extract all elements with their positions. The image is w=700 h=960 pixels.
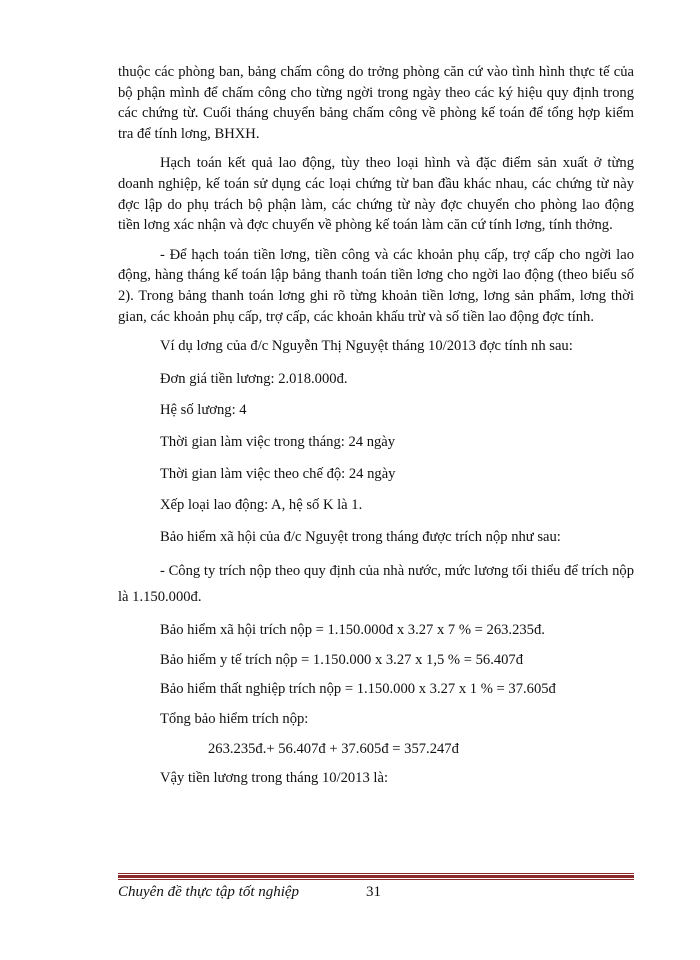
list-item: Thời gian làm việc trong tháng: 24 ngày xyxy=(160,433,396,450)
paragraph-example-intro: Ví dụ lơng của đ/c Nguyễn Thị Nguyệt tháng 10/2013 đợc tính nh sau: xyxy=(160,338,573,355)
company-note: - Công ty trích nộp theo quy định của nhà nước, mức lương tối thiểu để trích nộp là 1.150.000đ. xyxy=(118,563,634,606)
equation-unemployment-insurance: Bảo hiểm thất nghiệp trích nộp = 1.150.000 x 3.27 x 1 % = 37.605đ xyxy=(160,681,556,698)
list-item: Hệ số lương: 4 xyxy=(160,402,247,419)
closing-line: Vậy tiền lương trong tháng 10/2013 là: xyxy=(160,770,389,787)
equation-health-insurance: Bảo hiểm y tế trích nộp = 1.150.000 x 3.27 x 1,5 % = 56.407đ xyxy=(160,651,524,668)
paragraph-wage-accounting: - Để hạch toán tiền lơng, tiền công và các khoản phụ cấp, trợ cấp cho ngời lao động, hàng tháng kế toán lập bảng thanh toán tiền lơng cho ngời lao động (theo biểu số 2). Trong bảng thanh toán lơng ghi rõ từng khoản tiền lơng, lơng sản phẩm, lơng thời gian, các khoản phụ cấp, trợ cấp, các khoản khấu trừ và số tiền lao động đợc tính. xyxy=(118,246,634,325)
page-number: 31 xyxy=(366,884,381,900)
footer-divider xyxy=(118,873,634,879)
list-item: Bảo hiểm xã hội của đ/c Nguyệt trong tháng được trích nộp như sau: xyxy=(160,528,561,545)
paragraph-continuation: thuộc các phòng ban, bảng chấm công do trởng phòng căn cứ vào tình hình thực tế của bộ phận mình để chấm công cho từng ngời trong ngày theo các ký hiệu quy định trong các chứng từ. Cuối tháng chuyển bảng chấm công về phòng kế toán để tổng hợp kiểm tra để tính lơng, BHXH. xyxy=(118,64,634,142)
equation-social-insurance: Bảo hiểm xã hội trích nộp = 1.150.000đ x 3.27 x 7 % = 263.235đ. xyxy=(160,622,545,639)
list-item: Thời gian làm việc theo chế độ: 24 ngày xyxy=(160,465,396,482)
total-insurance-label: Tổng bảo hiểm trích nộp: xyxy=(160,711,309,728)
list-item: Xếp loại lao động: A, hệ số K là 1. xyxy=(160,497,363,514)
example-details-list xyxy=(118,369,634,548)
list-item: Đơn giá tiền lương: 2.018.000đ. xyxy=(160,370,348,387)
paragraph-labor-accounting: Hạch toán kết quả lao động, tùy theo loại hình và đặc điểm sản xuất ở từng doanh nghiệp, kế toán sử dụng các loại chứng từ ban đầu khác nhau, các chứng từ này đợc lập do phụ trách bộ phận làm, các chứng từ này đợc chuyển cho phòng lao động tiền lơng xác nhận và đợc chuyển về phòng kế toán làm căn cứ tính lơng, tính thởng. xyxy=(118,155,634,234)
body-text xyxy=(118,62,634,789)
footer-title: Chuyên đề thực tập tốt nghiệp xyxy=(118,884,300,900)
equation-total-insurance: 263.235đ.+ 56.407đ + 37.605đ = 357.247đ xyxy=(208,740,459,757)
page-footer xyxy=(118,880,634,904)
